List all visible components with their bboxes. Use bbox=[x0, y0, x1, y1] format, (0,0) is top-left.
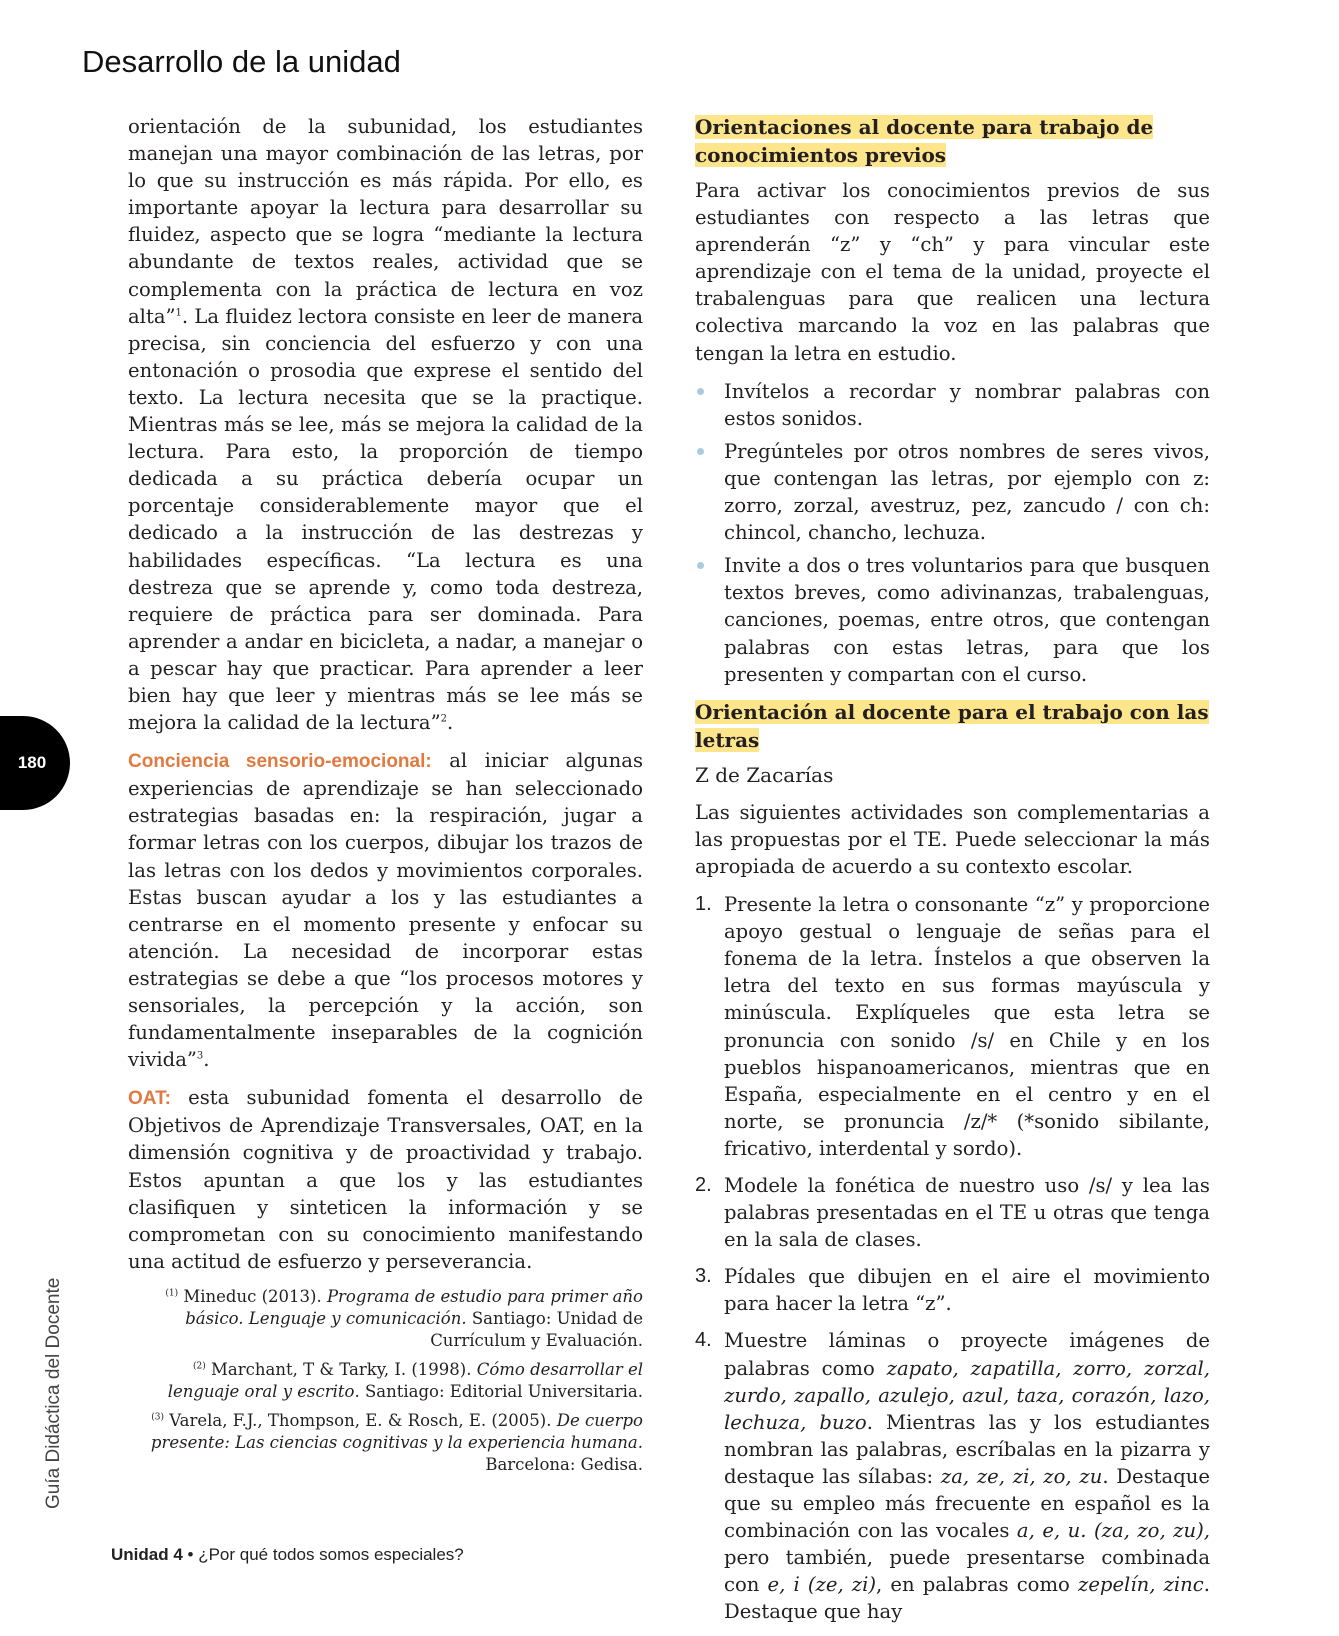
section-heading-letters: Orientación al docente para el trabajo con las letras bbox=[695, 699, 1209, 752]
page-title: Desarrollo de la unidad bbox=[82, 44, 401, 79]
reference-item: $^{(3)}$ Varela, F.J., Thompson, E. & Rosch, E. (2005). De cuerpo presente: Las ciencias cognitivas y la experiencia humana. Barcelona: Gedisa. bbox=[150, 1410, 643, 1474]
reference-item: $^{(1)}$ Mineduc (2013). Programa de estudio para primer año básico. Lenguaje y comunicación. Santiago: Unidad de Currículum y Evaluación. bbox=[165, 1286, 643, 1350]
paragraph-intro-2: Las siguientes actividades son complementarias a las propuestas por el TE. Puede seleccionar la más apropiada de acuerdo a su contexto escolar. bbox=[695, 800, 1210, 878]
footer bbox=[111, 1545, 464, 1565]
footnote-ref-2: 2 bbox=[440, 713, 447, 725]
page-number-badge bbox=[0, 716, 70, 810]
list-item: Invítelos a recordar y nombrar palabras con estos sonidos. bbox=[695, 378, 1210, 432]
side-label: Guía Didáctica del Docente bbox=[43, 1277, 64, 1509]
list-item: Pregúnteles por otros nombres de seres vivos, que contengan las letras, por ejemplo con z: zorro, zorzal, avestruz, pez, zancudo / con ch: chincol, chancho, lechuza. bbox=[695, 438, 1210, 546]
references bbox=[128, 1286, 643, 1476]
footer-unit: Unidad 4 bbox=[111, 1545, 183, 1564]
subheading-z: Z de Zacarías bbox=[695, 762, 834, 787]
bullet-list bbox=[695, 378, 1210, 688]
list-item: 1. Presente la letra o consonante “z” y proporcione apoyo gestual o lenguaje de señas para el fonema de la letra. Ínstelos a que observen la letra del texto en sus formas mayúscula y minúscula. Explíqueles que esta letra se pronuncia con sonido /s/ en Chile y en los pueblos hispanoamericanos, mientras que en España, especialmente en el centro y en el norte, se pronuncia /z/* (*sonido sibilante, fricativo, interdental y sordo). bbox=[695, 893, 1210, 1160]
paragraph-fluency: orientación de la subunidad, los estudiantes manejan una mayor combinación de las letras, por lo que su instrucción es más rápida. Por ello, es importante apoyar la lectura para desarrollar su fluidez, aspecto que se logra “mediante la lectura abundante de textos reales, actividad que se complementa con la práctica de lectura en voz alta”$^1$. La fluidez lectora consiste en leer de manera precisa, sin conciencia del esfuerzo y con una entonación o prosodia que exprese el sentido del texto. La lectura necesita que se la practique. Mientras más se lee, más se mejora la calidad de la lectura. Para esto, la proporción de tiempo dedicada a su práctica debería ocupar un porcentaje considerablemente mayor que el dedicado a la instrucción de las destrezas y habilidades específicas. “La lectura es una destreza que se aprende y, como toda destreza, requiere de práctica para ser dominada. Para aprender a andar en bicicleta, a nadar, a manejar o a pescar hay que practicar. Para aprender a leer bien hay que leer y mientras más se lee más se mejora la calidad de la lectura”$^2$. bbox=[128, 115, 643, 735]
footer-title: ¿Por qué todos somos especiales? bbox=[198, 1545, 464, 1564]
steps-list bbox=[695, 891, 1210, 1625]
right-column bbox=[695, 113, 1210, 1636]
lead-oat: OAT: bbox=[128, 1088, 171, 1110]
paragraph-sensory: Conciencia sensorio-emocional: al iniciar algunas experiencias de aprendizaje se han seleccionado estrategias basadas en: la respiración, jugar a formar letras con los cuerpos, dibujar los trazos de las letras con los dedos y movimientos corporales. Estas buscan ayudar a los y las estudiantes a centrarse en el momento presente y enfocar su atención. La necesidad de incorporar estas estrategias se debe a que “los procesos motores y sensoriales, la percepción y la acción, son fundamentalmente inseparables de la cognición vivida”$^3$. bbox=[128, 749, 643, 1072]
footer-separator: • bbox=[182, 1545, 199, 1564]
lead-sensory: Conciencia sensorio-emocional: bbox=[128, 751, 432, 773]
reference-item: $^{(2)}$ Marchant, T & Tarky, I. (1998). Cómo desarrollar el lenguaje oral y escrito. Santiago: Editorial Universitaria. bbox=[167, 1359, 643, 1401]
list-item: Invite a dos o tres voluntarios para que busquen textos breves, como adivinanzas, trabalenguas, canciones, poemas, entre otros, que contengan palabras con estas letras, para que los presenten y compartan con el curso. bbox=[695, 552, 1210, 687]
list-item: 2. Modele la fonética de nuestro uso /s/ y lea las palabras presentadas en el TE u otras que tenga en la sala de clases. bbox=[695, 1174, 1210, 1252]
paragraph-oat: OAT: esta subunidad fomenta el desarrollo de Objetivos de Aprendizaje Transversales, OAT, en la dimensión cognitiva y de proactividad y trabajo. Estos apuntan a que los y las estudiantes clasifiquen y sinteticen la información y se comprometan con su conocimiento manifestando una actitud de esfuerzo y perseverancia. bbox=[128, 1086, 643, 1273]
paragraph-intro: Para activar los conocimientos previos de sus estudiantes con respecto a las letras que aprenderán “z” y “ch” y para vincular este aprendizaje con el tema de la unidad, proyecte el trabalenguas para que realicen una lectura colectiva marcando la voz en las palabras que tengan la letra en estudio. bbox=[695, 179, 1210, 365]
list-item: 3. Pídales que dibujen en el aire el movimiento para hacer la letra “z”. bbox=[695, 1265, 1210, 1316]
section-heading-prior-knowledge: Orientaciones al docente para trabajo de conocimientos previos bbox=[695, 115, 1154, 167]
left-column bbox=[128, 113, 643, 1483]
footnote-ref-1: 1 bbox=[175, 307, 182, 319]
list-item: 4. Muestre láminas o proyecte imágenes de palabras como zapato, zapatilla, zorro, zorzal, zurdo, zapallo, azulejo, azul, taza, corazón, lazo, lechuza, buzo. Mientras las y los estudiantes nombran las palabras, escríbalas en la pizarra y destaque las sílabas: za, ze, zi, zo, zu. Destaque que su empleo más frecuente en español es la combinación con las vocales a, e, u. (za, zo, zu), pero también, puede presentarse combinada con e, i (ze, zi), en palabras como zepelín, zinc. Destaque que hay bbox=[695, 1329, 1210, 1624]
page-number: 180 bbox=[17, 753, 47, 772]
footnote-ref-3: 3 bbox=[196, 1050, 204, 1062]
